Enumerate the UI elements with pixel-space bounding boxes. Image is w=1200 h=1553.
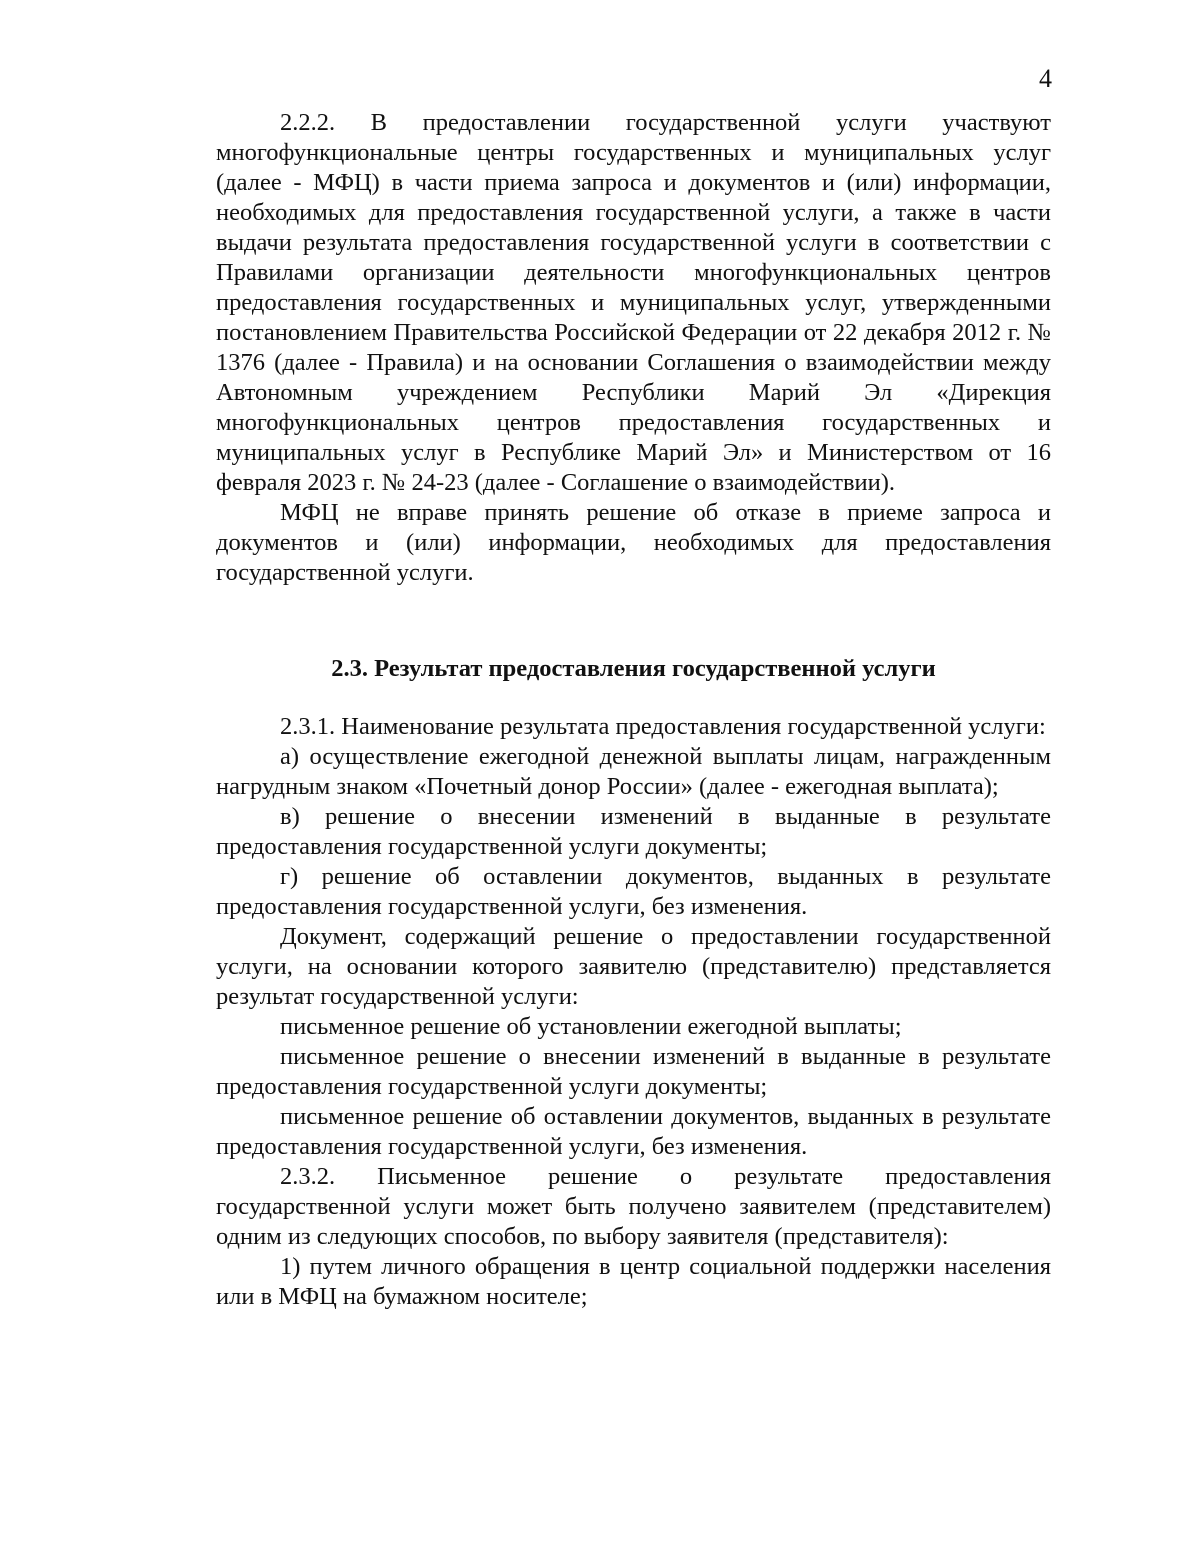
paragraph-mfc-refusal: МФЦ не вправе принять решение об отказе в приеме запроса и документов и (или) информации, необходимых для предоставления государственной услуги. bbox=[216, 499, 1051, 586]
paragraph-2-3-2: 2.3.2. Письменное решение о результате предоставления государственной услуги может быть получено заявителем (представителем) одним из следующих способов, по выбору заявителя (представителя): bbox=[216, 1163, 1051, 1250]
document-type-1: письменное решение об установлении ежегодной выплаты; bbox=[280, 1013, 902, 1040]
section-heading-2-3: 2.3. Результат предоставления государственной услуги bbox=[331, 655, 936, 682]
paragraph-2-2-2: 2.2.2. В предоставлении государственной услуги участвуют многофункциональные центры государственных и муниципальных услуг (далее - МФЦ) в части приема запроса и документов и (или) информации, необходимых для предоставления государственной услуги, а также в части выдачи результата предоставления государственной услуги в соответствии с Правилами организации деятельности многофункциональных центров предоставления государственных и муниципальных услуг, утвержденными постановлением Правительства Российской Федерации от 22 декабря 2012 г. № 1376 (далее - Правила) и на основании Соглашения о взаимодействии между Автономным учреждением Республики Марий Эл «Дирекция многофункциональных центров предоставления государственных и муниципальных услуг в Республике Марий Эл» и Министерством от 16 февраля 2023 г. № 24-23 (далее - Соглашение о взаимодействии). bbox=[216, 109, 1051, 496]
document-type-2: письменное решение о внесении изменений в выданные в результате предоставления государственной услуги документы; bbox=[216, 1043, 1051, 1100]
list-item-g: г) решение об оставлении документов, выданных в результате предоставления государственной услуги, без изменения. bbox=[216, 863, 1051, 920]
document-body bbox=[216, 108, 1051, 1312]
list-item-v: в) решение о внесении изменений в выданные в результате предоставления государственной услуги документы; bbox=[216, 803, 1051, 860]
list-item-a: а) осуществление ежегодной денежной выплаты лицам, награжденным нагрудным знаком «Почетный донор России» (далее - ежегодная выплата); bbox=[216, 743, 1051, 800]
document-type-3: письменное решение об оставлении документов, выданных в результате предоставления государственной услуги, без изменения. bbox=[216, 1103, 1051, 1160]
method-item-1: 1) путем личного обращения в центр социальной поддержки населения или в МФЦ на бумажном носителе; bbox=[216, 1253, 1051, 1310]
paragraph-document: Документ, содержащий решение о предоставлении государственной услуги, на основании которого заявителю (представителю) представляется результат государственной услуги: bbox=[216, 923, 1051, 1010]
paragraph-2-3-1: 2.3.1. Наименование результата предоставления государственной услуги: bbox=[280, 713, 1046, 740]
page-number: 4 bbox=[1039, 64, 1052, 93]
